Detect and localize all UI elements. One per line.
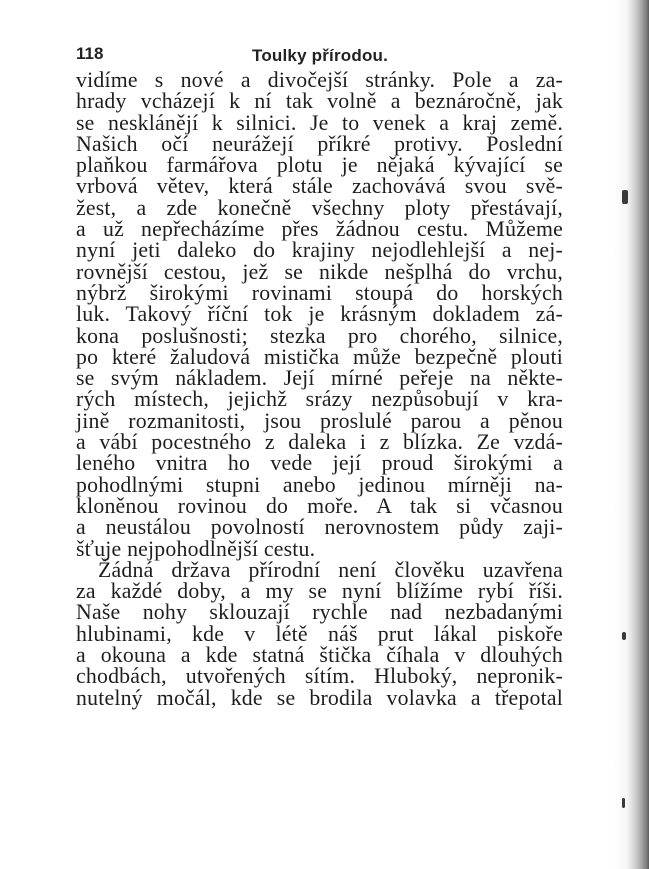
text-line: pohodlnými stupni anebo jedinou mírněji na- [76,472,563,497]
paragraph-start-line: Žádná država přírodní není člověku uzavřena [98,557,563,582]
edge-speck [622,632,626,640]
text-line: hlubinami, kde v létě náš prut lákal piskoře [76,621,563,646]
text-line: Naše nohy sklouzají rychle nad nezbadanými [76,600,563,625]
edge-speck [622,190,628,204]
text-line: po které žaludová mistička může bezpečně plouti [76,344,563,369]
text-line: vidíme s nové a divočejší stránky. Pole a za- [76,68,563,92]
text-line: hrady vcházejí k ní tak volně a beznáročně, jak [76,89,563,114]
text-line: rovnější cestou, jež se nikde nešplhá do vrchu, [76,259,563,284]
text-line: kona poslušnosti; stezka pro chorého, silnice, [76,323,563,348]
text-line: a vábí pocestného z daleka i z blízka. Ze vzdá- [76,430,563,455]
text-line: vrbová větev, která stále zachovává svou svě- [76,174,563,199]
text-line: a už nepřecházíme přes žádnou cestu. Můžeme [76,217,563,242]
text-line: žest, a zde konečně všechny ploty přestávají, [76,195,563,220]
text-line: kloněnou rovinou do moře. A tak si včasnou [76,493,563,518]
body-text [76,70,563,709]
text-line: a neustálou povolností nerovnostem půdy zaji- [76,515,563,540]
text-line: leného vnitra ho vede její proud širokými a [76,451,563,476]
text-line: jině rozmanitosti, jsou proslulé parou a pěnou [76,408,563,433]
running-head: Toulky přírodou. [252,46,389,65]
text-line: se svým nákladem. Její mírné peřeje na někte- [76,366,563,391]
text-line: plaňkou farmářova plotu je nějaká kývající se [76,153,563,178]
text-line: za každé doby, a my se nyní blížíme rybí říši. [76,579,563,604]
text-line: luk. Takový říční tok je krásným dokladem zá- [76,302,563,327]
text-line: a okouna a kde statná štička číhala v dlouhých [76,643,563,668]
page-header [76,40,566,70]
paragraph-end-line: šťuje nejpohodlnější cestu. [76,536,316,561]
text-line: nýbrž širokými rovinami stoupá do horských [76,280,563,305]
text-line: Našich očí neurážejí příkré protivy. Poslední [76,131,563,156]
text-line: chodbách, utvořených sítím. Hluboký, nepronik- [76,664,563,689]
text-line: rých místech, jejichž srázy nezpůsobují v kra- [76,387,563,412]
edge-speck [622,798,625,808]
page-edge-shadow [613,0,649,869]
text-line: se nesklánějí k silnici. Je to venek a kraj země. [76,110,563,135]
page-number: 118 [76,44,104,63]
text-line: nyní jeti daleko do krajiny nejodlehlejší a nej- [76,238,563,263]
text-line: nutelný močál, kde se brodila volavka a třepotal [76,685,563,710]
